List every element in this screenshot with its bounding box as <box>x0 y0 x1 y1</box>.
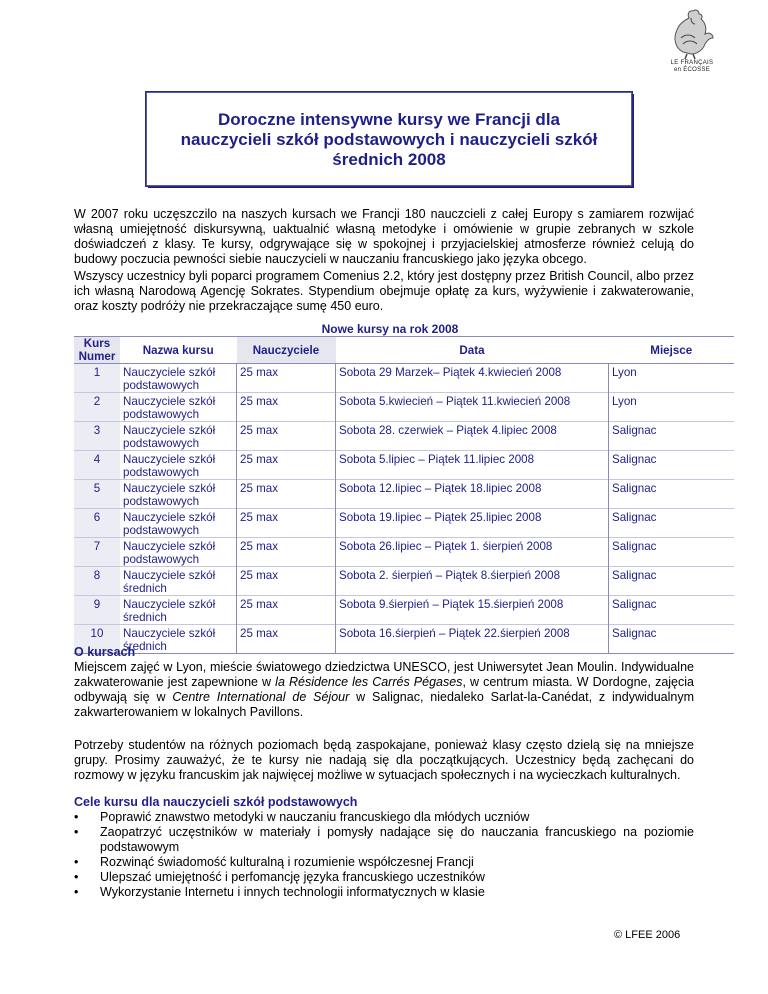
course-number: 2 <box>74 393 120 422</box>
list-item: • Ulepszać umiejętność i perfomancję języka francuskiego uczestników <box>74 870 694 885</box>
course-date: Sobota 2. śierpień – Piątek 8.śierpień 2008 <box>336 567 609 596</box>
course-capacity: 25 max <box>237 567 336 596</box>
course-number: 9 <box>74 596 120 625</box>
course-date: Sobota 19.lipiec – Piątek 25.lipiec 2008 <box>336 509 609 538</box>
course-number: 7 <box>74 538 120 567</box>
about-paragraph-1 <box>74 660 694 720</box>
course-capacity: 25 max <box>237 596 336 625</box>
goals-section <box>74 795 694 900</box>
course-date: Sobota 29 Marzek– Piątek 4.kwiecień 2008 <box>336 364 609 393</box>
course-capacity: 25 max <box>237 509 336 538</box>
course-place: Lyon <box>609 364 735 393</box>
course-name: Nauczyciele szkół średnich <box>120 596 237 625</box>
about-text-b: , w centrum miasta. W Dordogne, zajęcia odbywają się w <box>74 675 694 704</box>
logo-line1: LE FRANÇAIS <box>670 60 714 66</box>
course-place: Salignac <box>609 509 735 538</box>
course-place: Salignac <box>609 422 735 451</box>
list-item: • Rozwinąć świadomość kulturalną i rozumienie współczesnej Francji <box>74 855 694 870</box>
course-date: Sobota 26.lipiec – Piątek 1. śierpień 2008 <box>336 538 609 567</box>
residence-name: la Résidence les Carrés Pégases <box>275 675 463 689</box>
course-capacity: 25 max <box>237 451 336 480</box>
course-date: Sobota 5.kwiecień – Piątek 11.kwiecień 2008 <box>336 393 609 422</box>
about-text-c: w Salignac, niedaleko Sarlat-la-Canédat, z indywidualnym zakwarterowaniem w lokalnych Pavillons. <box>74 690 694 719</box>
title-box <box>146 92 632 186</box>
table-row <box>74 451 734 480</box>
course-name: Nauczyciele szkół podstawowych <box>120 451 237 480</box>
course-number: 6 <box>74 509 120 538</box>
header-name: Nazwa kursu <box>120 337 237 364</box>
course-date: Sobota 16.śierpień – Piątek 22.śierpień 2008 <box>336 625 609 654</box>
course-name: Nauczyciele szkół średnich <box>120 567 237 596</box>
course-name: Nauczyciele szkół podstawowych <box>120 393 237 422</box>
course-name: Nauczyciele szkół podstawowych <box>120 509 237 538</box>
lfee-logo <box>660 8 724 74</box>
course-capacity: 25 max <box>237 364 336 393</box>
course-capacity: 25 max <box>237 393 336 422</box>
course-name: Nauczyciele szkół podstawowych <box>120 422 237 451</box>
course-date: Sobota 28. czerwiek – Piątek 4.lipiec 2008 <box>336 422 609 451</box>
table-row <box>74 480 734 509</box>
course-number: 10 <box>74 625 120 654</box>
centre-name: Centre International de Séjour <box>172 690 350 704</box>
courses-table <box>74 336 734 654</box>
course-capacity: 25 max <box>237 538 336 567</box>
header-cap: Nauczyciele <box>237 337 336 364</box>
header-num: Kurs Numer <box>74 337 120 364</box>
list-item: • Zaopatrzyć uczęstników w materiały i pomysły nadające się do nauczania francuskiego na poziomie podstawowym <box>74 825 694 855</box>
table-header-row <box>74 337 734 364</box>
course-capacity: 25 max <box>237 480 336 509</box>
course-name: Nauczyciele szkół podstawowych <box>123 366 216 392</box>
about-section <box>74 645 694 720</box>
course-place: Lyon <box>609 393 735 422</box>
header-date: Data <box>336 337 609 364</box>
course-capacity: 25 max <box>237 422 336 451</box>
course-date: Sobota 9.śierpień – Piątek 15.śierpień 2008 <box>336 596 609 625</box>
list-item: • Poprawić znawstwo metodyki w nauczaniu francuskiego dla młódych uczniów <box>74 810 694 825</box>
table-row <box>74 567 734 596</box>
page-title: Doroczne intensywne kursy we Francji dla nauczycieli szkół podstawowych i nauczycieli szkół średnich 2008 <box>180 110 598 169</box>
course-date: Sobota 12.lipiec – Piątek 18.lipiec 2008 <box>336 480 609 509</box>
intro-paragraph-1: W 2007 roku uczęszczilo na naszych kursach we Francji 180 nauczcieli z całej Europy s zamiarem rozwijać własną umiejętność diskursywną, uaktualnić własną metodyke i omówienie w grupie zebranych w szkole doświadczeń z klasy. Te kursy, odgrywające się w spokojnej i przyjacielskiej atmosferze również celują do budowy poczucia pewności siebie nauczycieli w nauczaniu francuskiego jako języka obcego. <box>74 207 694 266</box>
course-place: Salignac <box>609 480 735 509</box>
goals-list <box>74 810 694 900</box>
course-number: 3 <box>74 422 120 451</box>
course-place: Salignac <box>609 567 735 596</box>
about-text-a: Miejscem zajęć w Lyon, mieście światowego dziedzictwa UNESCO, jest Uniwersytet Jean Moulin. Indywidualne zakwaterowanie jest zapewnione w <box>74 660 694 689</box>
course-place: Salignac <box>609 596 735 625</box>
course-name: Nauczyciele szkół podstawowych <box>120 538 237 567</box>
course-number: 1 <box>74 364 120 393</box>
course-number: 5 <box>74 480 120 509</box>
header-place: Miejsce <box>609 337 735 364</box>
intro-paragraph-2: Wszyscy uczestnicy byli poparci programem Comenius 2.2, który jest dostępny przez British Council, albo przez ich własną Narodową Agencję Sokrates. Stypendium obejmuje opłatę za kurs, wyżywienie i zakwaterowanie, oraz koszty podróży nie przekraczające sumę 450 euro. <box>74 269 694 313</box>
course-number: 8 <box>74 567 120 596</box>
about-heading: O kursach <box>74 645 136 659</box>
table-row <box>74 509 734 538</box>
table-row <box>74 393 734 422</box>
list-item: • Wykorzystanie Internetu i innych technologii informatycznych w klasie <box>74 885 694 900</box>
course-name: Nauczyciele szkół podstawowych <box>120 480 237 509</box>
table-row <box>74 596 734 625</box>
goals-heading: Cele kursu dla nauczycieli szkół podstawowych <box>74 795 358 809</box>
copyright: © LFEE 2006 <box>614 929 681 941</box>
course-capacity: 25 max <box>237 625 336 654</box>
rooster-icon <box>669 8 715 60</box>
course-date: Sobota 5.lipiec – Piątek 11.lipiec 2008 <box>336 451 609 480</box>
course-place: Salignac <box>609 538 735 567</box>
table-row <box>74 422 734 451</box>
table-title: Nowe kursy na rok 2008 <box>321 322 459 336</box>
course-name: Nauczyciele szkół średnich <box>120 625 237 654</box>
course-place: Salignac <box>609 451 735 480</box>
course-number: 4 <box>74 451 120 480</box>
about-paragraph-2: Potrzeby studentów na różnych poziomach będą zaspokajane, ponieważ klasy często dzielą się na mniejsze grupy. Prosimy zauważyć, że te kursy nie nadają się dla początkujących. Uczestnicy będą zachęcani do rozmowy w języku francuskim jak najwięcej możliwe w sytuacjach społecznych i na wycieczkach kulturalnych. <box>74 738 694 782</box>
course-place: Salignac <box>609 625 735 654</box>
logo-line2: en ÉCOSSE <box>673 67 711 73</box>
table-row <box>74 364 734 393</box>
table-row <box>74 538 734 567</box>
